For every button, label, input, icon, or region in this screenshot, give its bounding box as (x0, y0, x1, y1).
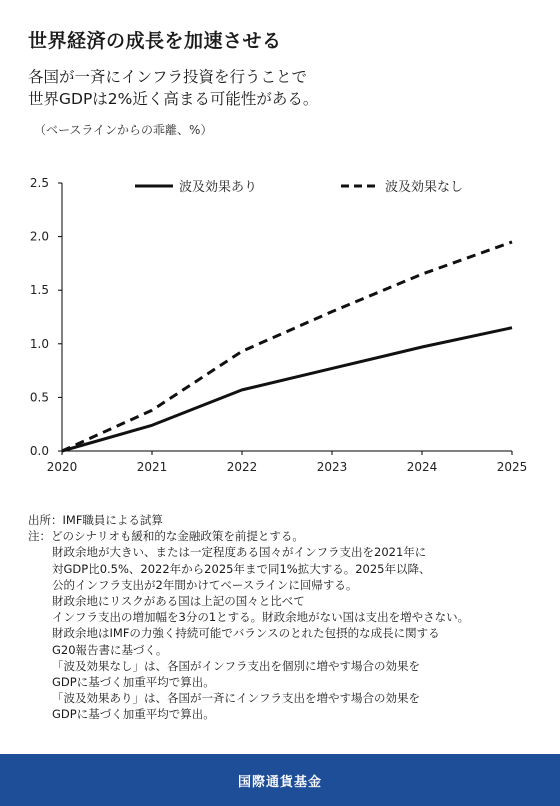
source-note: 出所：IMF職員による試算 (28, 513, 163, 527)
note-line-0: 注：どのシナリオも緩和的な金融政策を前提とする。 (28, 529, 304, 544)
note-line-1: 財政余地が大きい、または一定程度ある国々がインフラ支出を2021年に (52, 545, 427, 560)
note-line-8: 「波及効果なし」は、各国がインフラ支出を個別に増やす場合の効果を (52, 658, 420, 673)
note-line-3: 公的インフラ支出が2年間かけてベースラインに回帰する。 (52, 577, 358, 592)
subtitle-line-2: 世界GDPは2%近く高まる可能性がある。 (28, 90, 319, 108)
note-line-11: GDPに基づく加重平均で算出。 (52, 707, 215, 722)
note-line-5: インフラ支出の増加幅を3分の1とする。財政余地がない国は支出を増やさない。 (52, 610, 470, 625)
note-line-9: GDPに基づく加重平均で算出。 (52, 675, 215, 690)
series-line-0 (62, 328, 512, 451)
legend-label-0: 波及効果あり (179, 180, 258, 195)
y-tick-label: 2.5 (29, 176, 49, 190)
y-tick-label: 0.5 (29, 390, 49, 405)
x-tick-label: 2025 (496, 460, 528, 474)
x-tick-label: 2024 (406, 460, 438, 474)
chart-notes (28, 512, 548, 723)
legend-label-1: 波及効果なし (385, 180, 464, 195)
note-line-7: G20報告書に基づく。 (52, 642, 168, 657)
x-tick-label: 2022 (226, 460, 258, 474)
note-line-2: 対GDP比0.5%、2022年から2025年まで同1%拡大する。2025年以降、 (52, 561, 431, 576)
chart-title: 世界経済の成長を加速させる (28, 30, 282, 52)
footer-bar (0, 754, 560, 806)
y-tick-label: 0.0 (29, 444, 49, 458)
x-tick-label: 2020 (46, 460, 78, 474)
note-line-6: 財政余地はIMFの力強く持続可能でバランスのとれた包摂的な成長に関する (52, 626, 440, 641)
y-tick-label: 1.0 (29, 336, 49, 351)
subtitle-line-1: 各国が一斉にインフラ投資を行うことで (28, 68, 308, 86)
x-tick-label: 2021 (136, 460, 168, 474)
y-unit-label: （ベースラインからの乖離、%） (34, 123, 213, 137)
x-tick-label: 2023 (316, 460, 348, 474)
footer-org-name: 国際通貨基金 (237, 774, 322, 790)
y-tick-label: 2.0 (29, 229, 49, 244)
y-tick-label: 1.5 (29, 283, 49, 298)
note-line-4: 財政余地にリスクがある国は上記の国々と比べて (52, 594, 305, 609)
series-line-1 (62, 242, 512, 451)
chart-subtitle (28, 66, 538, 110)
note-line-10: 「波及効果あり」は、各国が一斉にインフラ支出を増やす場合の効果を (52, 691, 420, 706)
line-chart (0, 160, 560, 480)
